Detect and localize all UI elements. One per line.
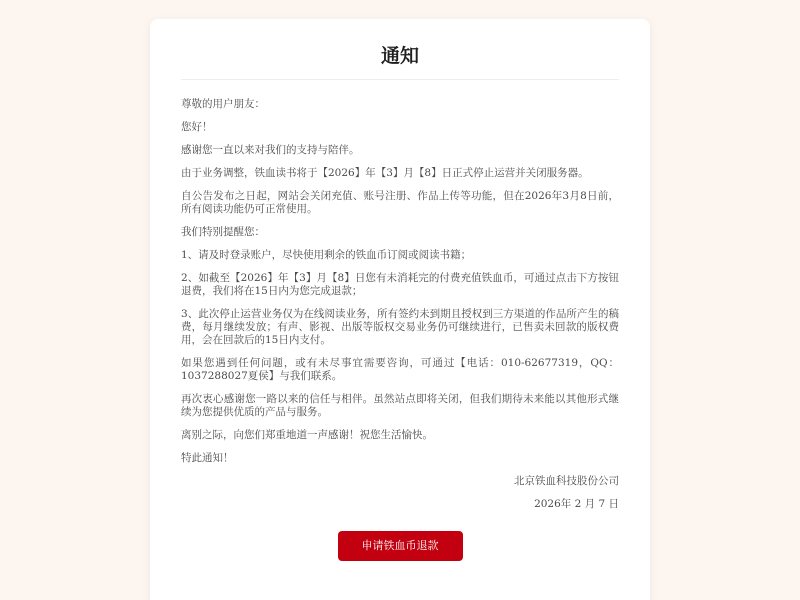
notice-reminder-2: 2、如截至【2026】年【3】月【8】日您有未消耗完的付费充值铁血币，可通过点击下方按钮退费，我们将在15日内为您完成退款； xyxy=(181,272,619,297)
notice-reminder-1: 1、请及时登录账户，尽快使用剩余的铁血币订阅或阅读书籍； xyxy=(181,249,472,261)
notice-thanks: 感谢您一直以来对我们的支持与陪伴。 xyxy=(181,144,360,156)
notice-signature: 北京铁血科技股份公司 xyxy=(514,475,619,487)
notice-feature-closure: 自公告发布之日起，网站会关闭充值、账号注册、作品上传等功能，但在2026年3月8日前，所有阅读功能仍可正常使用。 xyxy=(181,190,619,215)
button-row xyxy=(181,531,619,561)
notice-contact: 如果您遇到任何问题，或有未尽事宜需要咨询，可通过【电话：010-62677319，QQ：1037288027夏侯】与我们联系。 xyxy=(181,357,619,382)
apply-refund-button[interactable]: 申请铁血币退款 xyxy=(338,531,463,561)
notice-closing: 特此通知！ xyxy=(181,452,234,464)
notice-reminder-3: 3、此次停止运营业务仅为在线阅读业务，所有签约未到期且授权到三方渠道的作品所产生的稿费，每月继续发放；有声、影视、出版等版权交易业务仍可继续进行，已售卖未回款的版权费用，会在回款后的15日内支付。 xyxy=(181,308,619,346)
title-divider xyxy=(181,79,619,80)
notice-hello: 您好！ xyxy=(181,121,213,133)
notice-gratitude: 再次衷心感谢您一路以来的信任与相伴。虽然站点即将关闭，但我们期待未来能以其他形式继续为您提供优质的产品与服务。 xyxy=(181,393,619,418)
notice-title: 通知 xyxy=(380,45,419,67)
notice-date: 2026年 2 月 7 日 xyxy=(534,498,619,510)
notice-greeting: 尊敬的用户朋友： xyxy=(181,98,265,110)
notice-reminder-heading: 我们特别提醒您： xyxy=(181,226,265,238)
notice-shutdown-date: 由于业务调整，铁血读书将于【2026】年【3】月【8】日正式停止运营并关闭服务器。 xyxy=(181,167,589,179)
notice-farewell: 离别之际，向您们郑重地道一声感谢！祝您生活愉快。 xyxy=(181,429,433,441)
notice-card xyxy=(150,19,650,600)
